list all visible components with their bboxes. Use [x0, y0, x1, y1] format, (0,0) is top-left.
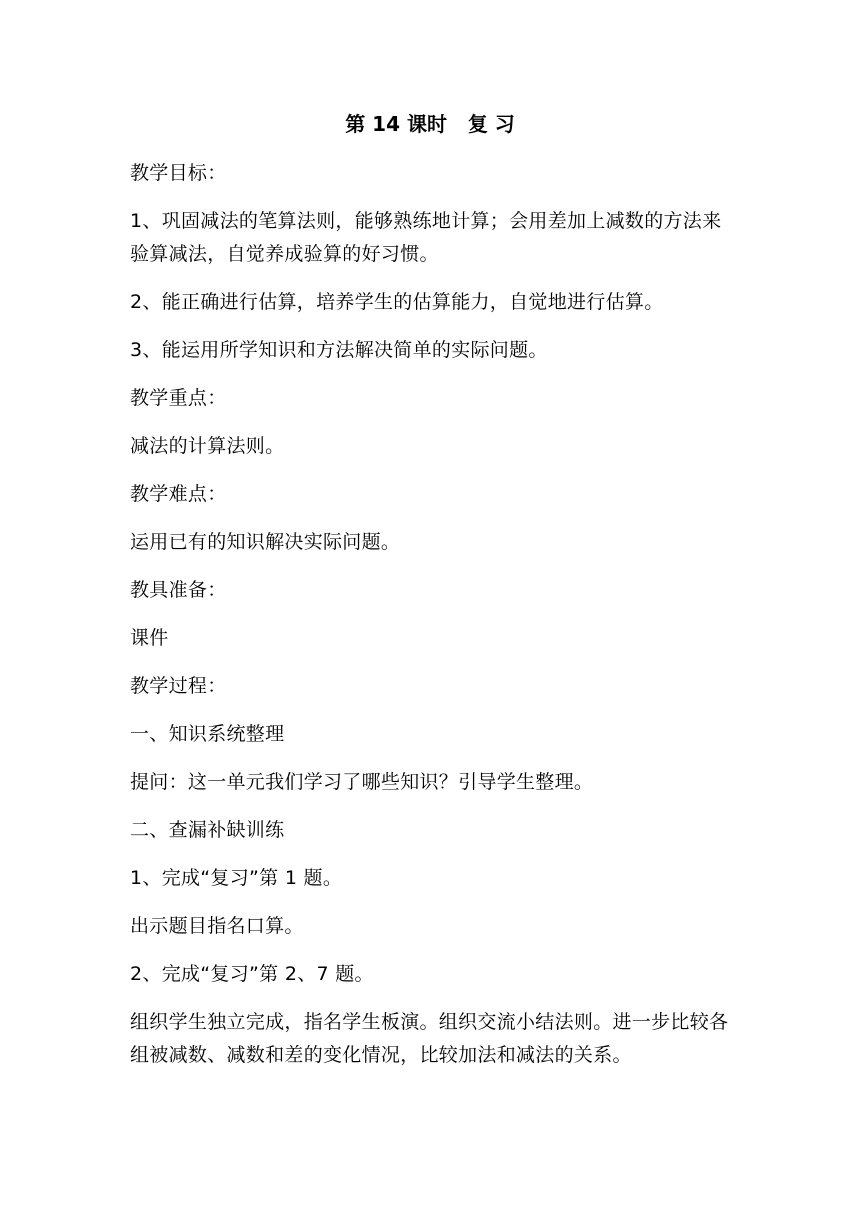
objective-2: 2、能正确进行估算，培养学生的估算能力，自觉地进行估算。 — [130, 291, 664, 313]
exercise-1-heading: 1、完成“复习”第 1 题。 — [130, 867, 343, 889]
exercise-2-text: 组织学生独立完成，指名学生板演。组织交流小结法则。进一步比较各组被减数、减数和差的变化情况，比较加法和减法的关系。 — [130, 1011, 729, 1066]
document-body — [130, 157, 736, 1087]
heading-teaching-aids: 教具准备： — [130, 579, 227, 601]
exercise-2-heading: 2、完成“复习”第 2、7 题。 — [130, 963, 374, 985]
heading-objectives: 教学目标： — [130, 162, 227, 184]
objective-1: 1、巩固减法的笔算法则，能够熟练地计算；会用差加上减数的方法来验算减法，自觉养成验算的好习惯。 — [130, 210, 722, 265]
section-1-heading: 一、知识系统整理 — [130, 723, 285, 745]
section-2-heading: 二、查漏补缺训练 — [130, 819, 285, 841]
heading-process: 教学过程： — [130, 675, 227, 697]
section-1-text: 提问：这一单元我们学习了哪些知识？引导学生整理。 — [130, 771, 594, 793]
objective-3: 3、能运用所学知识和方法解决简单的实际问题。 — [130, 339, 548, 361]
lesson-title: 第 14 课时 复 习 — [345, 112, 515, 136]
heading-difficulties: 教学难点： — [130, 483, 227, 505]
key-point-text: 减法的计算法则。 — [130, 435, 285, 457]
heading-key-points: 教学重点： — [130, 387, 227, 409]
exercise-1-text: 出示题目指名口算。 — [130, 915, 304, 937]
difficulty-text: 运用已有的知识解决实际问题。 — [130, 531, 401, 553]
teaching-aids-text: 课件 — [130, 627, 169, 649]
